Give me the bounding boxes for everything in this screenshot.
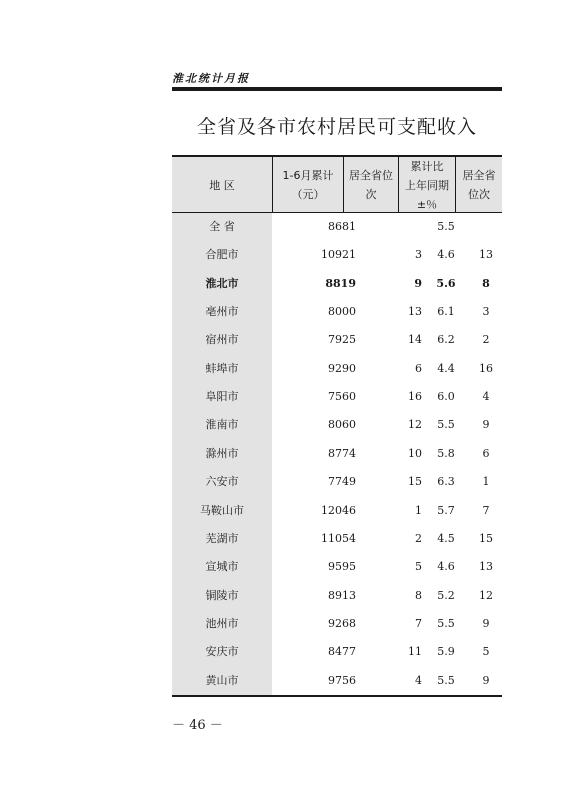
province-rank: 3 xyxy=(415,248,422,262)
region-name: 全 省 xyxy=(209,220,235,233)
table-body xyxy=(172,213,502,695)
cumulative-value: 9756 xyxy=(328,673,356,687)
yoy-change: 5.5 xyxy=(437,418,455,432)
province-rank: 13 xyxy=(408,305,422,319)
table-row xyxy=(172,468,502,496)
province-rank: 4 xyxy=(415,673,422,687)
yoy-change: 5.6 xyxy=(436,276,456,290)
yoy-rank: 9 xyxy=(482,673,490,687)
col-header-rank: 居全省位 次 xyxy=(349,169,393,201)
table-header xyxy=(172,155,502,213)
yoy-rank: 13 xyxy=(479,560,493,574)
province-rank: 9 xyxy=(414,276,422,290)
table-row xyxy=(172,610,502,638)
yoy-rank xyxy=(470,213,502,241)
province-rank: 11 xyxy=(408,645,422,659)
col-header-yoy: 累计比 上年同期 ±％ xyxy=(405,159,449,211)
yoy-change: 4.6 xyxy=(437,248,455,262)
page-number: － 46 － xyxy=(172,718,223,733)
yoy-change: 4.4 xyxy=(437,361,455,375)
yoy-rank: 16 xyxy=(479,361,493,375)
yoy-rank: 15 xyxy=(479,531,493,545)
province-rank: 10 xyxy=(408,446,422,460)
table-row xyxy=(172,241,502,269)
yoy-rank: 5 xyxy=(482,645,490,659)
yoy-change: 5.7 xyxy=(437,503,455,517)
table-row xyxy=(172,497,502,525)
yoy-change: 5.5 xyxy=(437,673,455,687)
yoy-change: 5.2 xyxy=(437,588,455,602)
region-name: 铜陵市 xyxy=(205,588,239,602)
yoy-rank: 1 xyxy=(482,475,490,489)
region-name: 淮北市 xyxy=(205,276,239,290)
table-row xyxy=(172,525,502,553)
table-row xyxy=(172,326,502,354)
region-name: 滁州市 xyxy=(205,446,239,460)
province-rank: 8 xyxy=(415,588,422,602)
table-row xyxy=(172,638,502,666)
province-rank: 14 xyxy=(408,333,422,347)
col-header-yoy-rank: 居全省 位次 xyxy=(462,169,496,201)
cumulative-value: 12046 xyxy=(321,503,356,517)
region-name: 芜湖市 xyxy=(205,531,239,545)
region-name: 合肥市 xyxy=(205,248,239,262)
yoy-rank: 8 xyxy=(482,276,490,290)
province-rank xyxy=(356,213,422,241)
yoy-rank: 9 xyxy=(482,418,490,432)
table-row xyxy=(172,355,502,383)
cumulative-value: 8819 xyxy=(325,276,356,290)
cumulative-value: 8913 xyxy=(328,588,356,602)
cumulative-value: 8681 xyxy=(328,220,356,233)
yoy-change: 6.2 xyxy=(437,333,455,347)
table-bottom-rule xyxy=(172,695,502,697)
yoy-rank: 3 xyxy=(482,305,490,319)
yoy-change: 5.5 xyxy=(437,220,455,233)
yoy-change: 4.5 xyxy=(437,531,455,545)
table-row xyxy=(172,383,502,411)
cumulative-value: 9290 xyxy=(328,361,356,375)
region-name: 黄山市 xyxy=(205,673,239,687)
table-row xyxy=(172,411,502,439)
table-row xyxy=(172,270,502,298)
table-row xyxy=(172,213,502,241)
cumulative-value: 11054 xyxy=(321,531,356,545)
page-title: 全省及各市农村居民可支配收入 xyxy=(196,116,477,138)
region-name: 池州市 xyxy=(205,616,239,630)
cumulative-value: 8060 xyxy=(328,418,356,432)
province-rank: 6 xyxy=(415,361,422,375)
cumulative-value: 7749 xyxy=(328,475,356,489)
yoy-rank: 12 xyxy=(479,588,493,602)
cumulative-value: 9268 xyxy=(328,616,356,630)
header-rule xyxy=(172,87,502,91)
yoy-rank: 4 xyxy=(482,390,490,404)
yoy-change: 6.0 xyxy=(437,390,455,404)
yoy-change: 6.1 xyxy=(437,305,455,319)
region-name: 安庆市 xyxy=(205,645,239,659)
region-name: 阜阳市 xyxy=(205,390,239,404)
col-header-cumulative: 1-6月累计 （元） xyxy=(282,169,334,201)
table-row xyxy=(172,553,502,581)
table-row xyxy=(172,582,502,610)
cumulative-value: 7560 xyxy=(328,390,356,404)
province-rank: 16 xyxy=(408,390,422,404)
cumulative-value: 9595 xyxy=(328,560,356,574)
province-rank: 15 xyxy=(408,475,422,489)
yoy-change: 4.6 xyxy=(437,560,455,574)
yoy-rank: 2 xyxy=(482,333,490,347)
region-name: 马鞍山市 xyxy=(200,503,244,517)
province-rank: 12 xyxy=(408,418,422,432)
table-row xyxy=(172,440,502,468)
yoy-rank: 9 xyxy=(482,616,490,630)
yoy-rank: 13 xyxy=(479,248,493,262)
yoy-rank: 6 xyxy=(482,446,490,460)
region-name: 宿州市 xyxy=(205,333,239,347)
cumulative-value: 8477 xyxy=(328,645,356,659)
region-name: 亳州市 xyxy=(205,305,239,319)
cumulative-value: 10921 xyxy=(321,248,356,262)
region-name: 淮南市 xyxy=(205,418,239,432)
table-row xyxy=(172,298,502,326)
province-rank: 2 xyxy=(415,531,422,545)
yoy-change: 6.3 xyxy=(437,475,455,489)
region-name: 宣城市 xyxy=(205,560,239,574)
cumulative-value: 8774 xyxy=(328,446,356,460)
cumulative-value: 8000 xyxy=(328,305,356,319)
province-rank: 7 xyxy=(415,616,422,630)
yoy-change: 5.5 xyxy=(437,616,455,630)
region-name: 蚌埠市 xyxy=(205,361,239,375)
yoy-rank: 7 xyxy=(482,503,490,517)
table-row xyxy=(172,667,502,695)
province-rank: 1 xyxy=(415,503,422,517)
yoy-change: 5.8 xyxy=(437,446,455,460)
publication-name: 淮北统计月报 xyxy=(172,72,250,85)
cumulative-value: 7925 xyxy=(328,333,356,347)
region-name: 六安市 xyxy=(205,475,239,489)
province-rank: 5 xyxy=(415,560,422,574)
income-table xyxy=(172,155,502,697)
yoy-change: 5.9 xyxy=(437,645,455,659)
col-header-region: 地 区 xyxy=(209,178,235,192)
